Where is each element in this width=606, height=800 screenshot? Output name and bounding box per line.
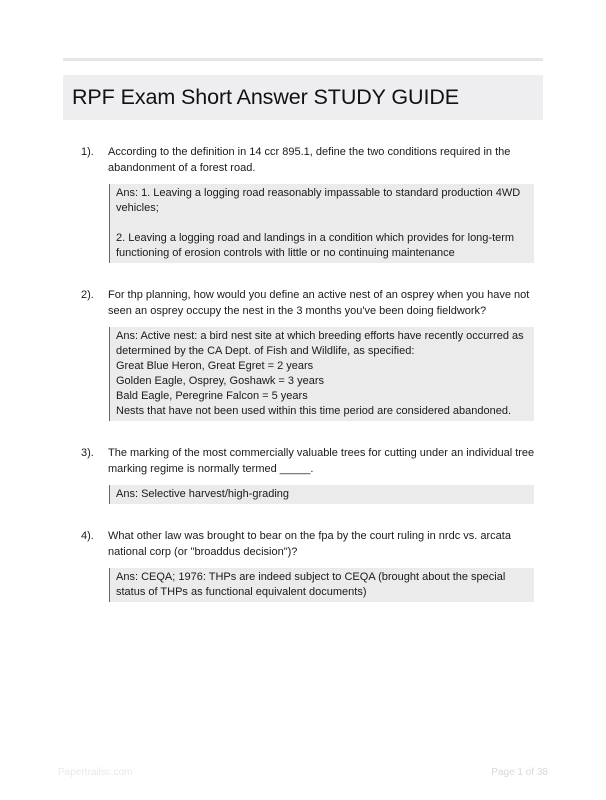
- footer-site: Papertrailsc.com: [58, 767, 133, 778]
- answer-box: [109, 485, 534, 504]
- question-text: According to the definition in 14 ccr 895.1, define the two conditions required in the abandonment of a forest road.: [108, 146, 511, 174]
- answer-line: Great Blue Heron, Great Egret = 2 years: [116, 360, 314, 372]
- question-text: The marking of the most commercially valuable trees for cutting under an individual tree marking regime is normally termed _____.: [108, 447, 535, 475]
- answer-box: [109, 184, 534, 263]
- answer-line: Ans: Active nest: a bird nest site at which breeding efforts have recently occurred as determined by the CA Dept. of Fish and Wildlife, as specified:: [116, 330, 524, 357]
- top-divider: [63, 58, 543, 61]
- page-title: RPF Exam Short Answer STUDY GUIDE: [72, 85, 459, 109]
- answer-line: Golden Eagle, Osprey, Goshawk = 3 years: [116, 375, 324, 387]
- answer-line: Nests that have not been used within this time period are considered abandoned.: [116, 405, 512, 417]
- question-number: 2).: [81, 289, 94, 301]
- footer-page-number: Page 1 of 38: [491, 767, 548, 778]
- answer-line: Bald Eagle, Peregrine Falcon = 5 years: [116, 390, 308, 402]
- answer-line: 2. Leaving a logging road and landings in a condition which provides for long-term functioning of erosion controls with little or no continuing maintenance: [116, 232, 515, 259]
- question-text: What other law was brought to bear on the fpa by the court ruling in nrdc vs. arcata national corp (or "broaddus decision")?: [108, 530, 511, 558]
- answer-line: Ans: CEQA; 1976: THPs are indeed subject to CEQA (brought about the special status of THPs as functional equivalent documents): [116, 571, 506, 598]
- title-banner: [63, 75, 543, 120]
- answer-line: Ans: 1. Leaving a logging road reasonably impassable to standard production 4WD vehicles;: [116, 187, 521, 214]
- answer-line: Ans: Selective harvest/high-grading: [116, 488, 290, 500]
- question-number: 3).: [81, 447, 94, 459]
- question-text: For thp planning, how would you define an active nest of an osprey when you have not seen an osprey occupy the nest in the 3 months you've been doing fieldwork?: [108, 289, 530, 317]
- answer-box: [109, 568, 534, 602]
- answer-box: [109, 327, 534, 421]
- question-number: 4).: [81, 530, 94, 542]
- question-number: 1).: [81, 146, 94, 158]
